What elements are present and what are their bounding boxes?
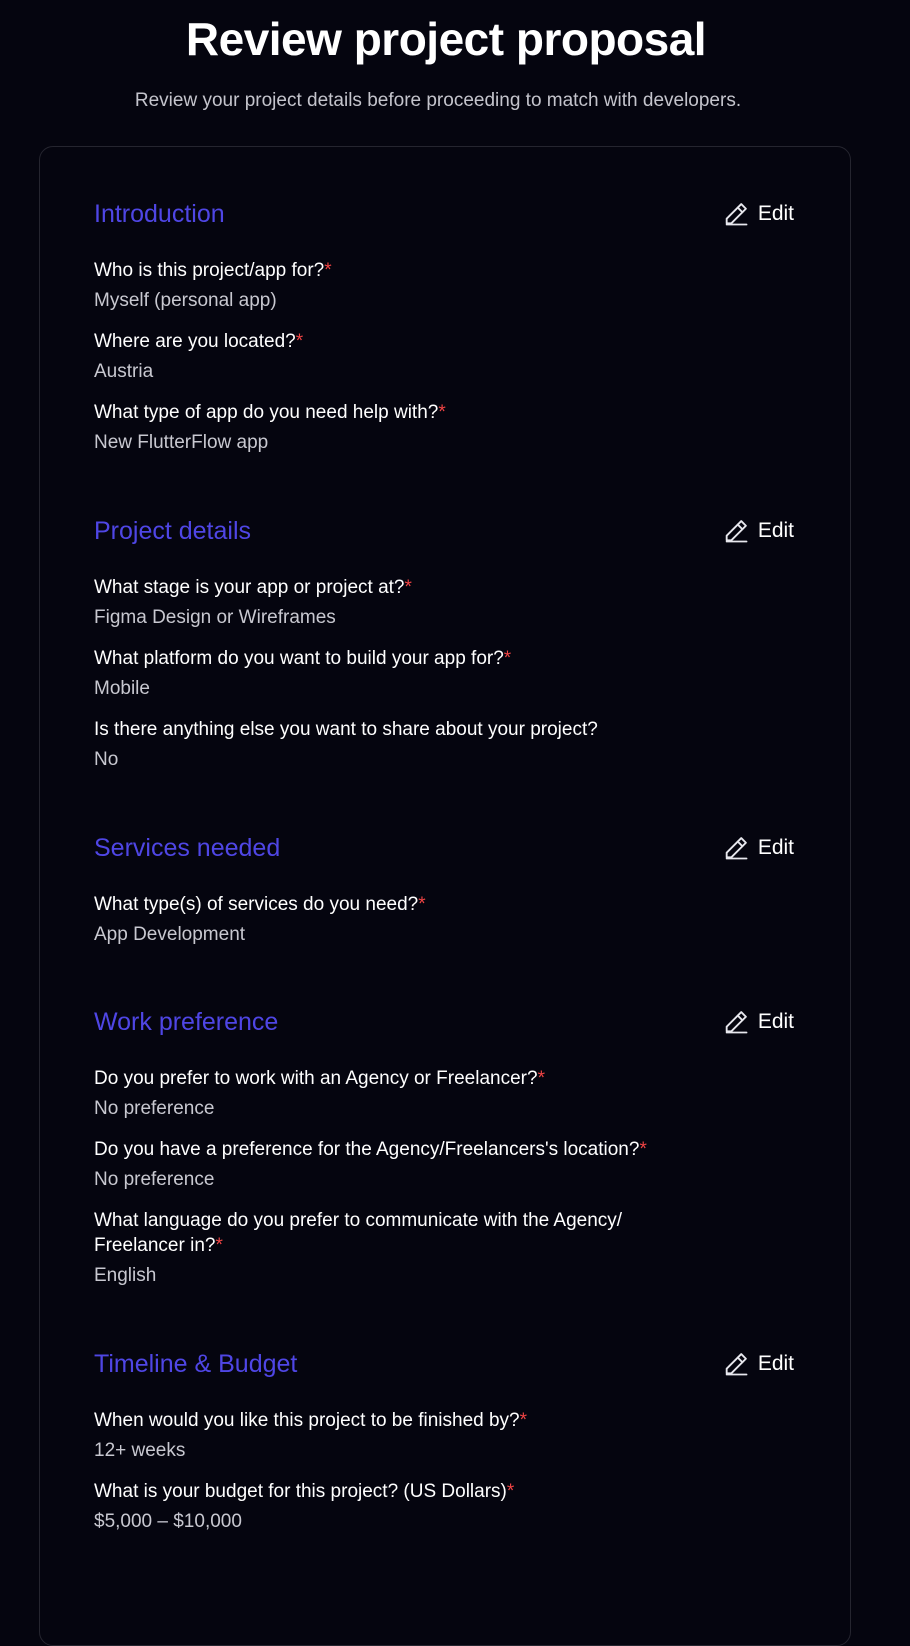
section-timeline-budget bbox=[94, 1346, 794, 1536]
question-text: What stage is your app or project at?* bbox=[94, 577, 412, 598]
question-text: When would you like this project to be finished by?* bbox=[94, 1410, 528, 1431]
section-introduction bbox=[94, 196, 794, 457]
required-mark: * bbox=[506, 1481, 515, 1502]
question-text: Who is this project/app for?* bbox=[94, 260, 332, 281]
section-title: Services needed bbox=[94, 834, 281, 862]
required-mark: * bbox=[503, 648, 512, 669]
section-work-preference bbox=[94, 1004, 794, 1290]
required-mark: * bbox=[438, 402, 446, 423]
section-title: Project details bbox=[94, 517, 252, 545]
edit-introduction-button[interactable] bbox=[722, 198, 794, 230]
qa-item bbox=[94, 1408, 794, 1465]
edit-project-details-button[interactable] bbox=[722, 515, 794, 547]
question-text: What language do you prefer to communicate with the Agency/ Freelancer in?* bbox=[94, 1210, 623, 1256]
required-mark: * bbox=[295, 331, 304, 352]
section-services-needed bbox=[94, 830, 794, 949]
qa-item bbox=[94, 575, 794, 632]
answer-text: Figma Design or Wireframes bbox=[94, 607, 336, 628]
section-title: Work preference bbox=[94, 1008, 279, 1036]
section-header bbox=[94, 830, 794, 870]
qa-item bbox=[94, 1479, 794, 1536]
proposal-card bbox=[39, 146, 851, 1646]
question-text: Do you have a preference for the Agency/Freelancers's location?* bbox=[94, 1139, 647, 1160]
required-mark: * bbox=[404, 577, 412, 598]
question-text: Is there anything else you want to share about your project? bbox=[94, 719, 598, 740]
answer-text: No preference bbox=[94, 1169, 215, 1190]
pencil-icon bbox=[722, 834, 750, 862]
question-text: What type(s) of services do you need?* bbox=[94, 894, 426, 915]
question-text: Where are you located?* bbox=[94, 331, 304, 352]
edit-label: Edit bbox=[757, 1010, 794, 1033]
required-mark: * bbox=[639, 1139, 647, 1160]
question-text: What type of app do you need help with?* bbox=[94, 402, 446, 423]
pencil-icon bbox=[722, 1350, 750, 1378]
qa-item bbox=[94, 646, 794, 703]
section-project-details bbox=[94, 513, 794, 774]
answer-text: App Development bbox=[94, 924, 246, 945]
section-title: Introduction bbox=[94, 200, 225, 228]
question-text: What is your budget for this project? (US Dollars)* bbox=[94, 1481, 515, 1502]
pencil-icon bbox=[722, 200, 750, 228]
page-title: Review project proposal bbox=[185, 13, 707, 65]
required-mark: * bbox=[215, 1235, 223, 1256]
qa-item bbox=[94, 400, 794, 457]
answer-text: 12+ weeks bbox=[94, 1440, 186, 1461]
section-header bbox=[94, 513, 794, 553]
qa-item bbox=[94, 1208, 714, 1290]
page-subtitle: Review your project details before proceeding to match with developers. bbox=[134, 90, 742, 111]
qa-item bbox=[94, 258, 794, 315]
qa-item bbox=[94, 892, 794, 949]
qa-item bbox=[94, 1066, 794, 1123]
required-mark: * bbox=[418, 894, 426, 915]
edit-label: Edit bbox=[757, 1352, 794, 1375]
section-header bbox=[94, 1346, 794, 1386]
question-text: What platform do you want to build your app for?* bbox=[94, 648, 512, 669]
qa-item bbox=[94, 329, 794, 386]
edit-work-preference-button[interactable] bbox=[722, 1006, 794, 1038]
pencil-icon bbox=[722, 517, 750, 545]
section-title: Timeline & Budget bbox=[94, 1350, 298, 1378]
edit-services-button[interactable] bbox=[722, 832, 794, 864]
section-header bbox=[94, 1004, 794, 1044]
edit-label: Edit bbox=[757, 519, 794, 542]
required-mark: * bbox=[537, 1068, 545, 1089]
answer-text: English bbox=[94, 1265, 157, 1286]
edit-timeline-budget-button[interactable] bbox=[722, 1348, 794, 1380]
answer-text: Myself (personal app) bbox=[94, 290, 277, 311]
section-header bbox=[94, 196, 794, 236]
answer-text: No preference bbox=[94, 1098, 215, 1119]
qa-item bbox=[94, 717, 794, 774]
edit-label: Edit bbox=[757, 202, 794, 225]
answer-text: New FlutterFlow app bbox=[94, 432, 269, 453]
pencil-icon bbox=[722, 1008, 750, 1036]
qa-item bbox=[94, 1137, 794, 1194]
answer-text: No bbox=[94, 749, 119, 770]
answer-text: $5,000 – $10,000 bbox=[94, 1511, 242, 1532]
required-mark: * bbox=[324, 260, 332, 281]
edit-label: Edit bbox=[757, 836, 794, 859]
required-mark: * bbox=[519, 1410, 528, 1431]
answer-text: Mobile bbox=[94, 678, 150, 699]
answer-text: Austria bbox=[94, 361, 154, 382]
question-text: Do you prefer to work with an Agency or Freelancer?* bbox=[94, 1068, 545, 1089]
